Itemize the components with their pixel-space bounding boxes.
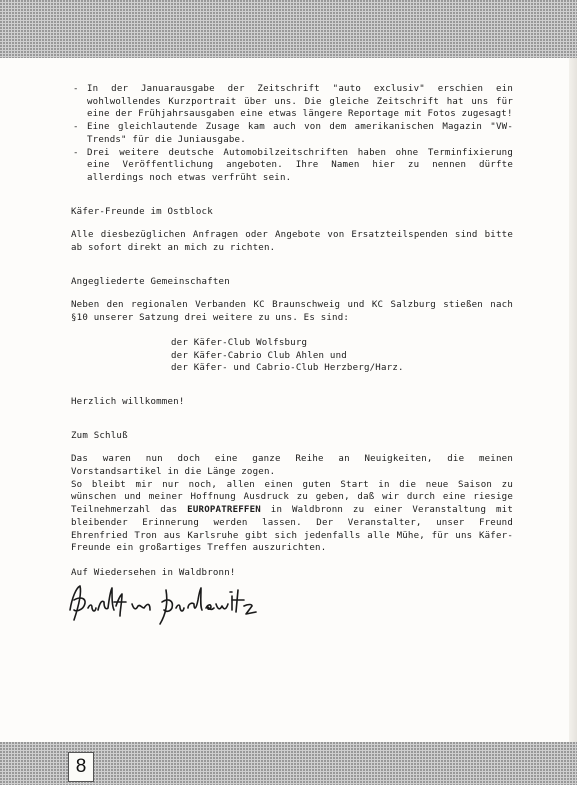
dash-marker: - (73, 84, 79, 94)
section-heading-gemeinschaften: Angegliederte Gemeinschaften (71, 276, 230, 287)
dash-marker: - (73, 122, 79, 133)
dash-marker: - (73, 147, 79, 158)
page-number: 8 (68, 752, 94, 782)
club-item: der Käfer- und Cabrio-Club Herzberg/Harz. (171, 363, 404, 374)
section-heading-ostblock: Käfer-Freunde im Ostblock (71, 206, 213, 217)
closing-paragraph-1: Das waren nun doch eine ganze Reihe an Neuigkeiten, die meinen Vorstandsartikel in die Länge zogen. (71, 454, 513, 478)
welcome-line: Herzlich willkommen! (71, 396, 185, 407)
bullet-text: Drei weitere deutsche Automobilzeitschriften haben ohne Terminfixierung eine Veröffentlichung angeboten. Ihre Namen hier zu nennen dürfte allerdings noch etwas verfrüht sein. (87, 147, 513, 183)
closing-text-after: in Waldbronn zu einer Veranstaltung mit bleibender Erinnerung werden lassen. Der Veranstalter, unser Freund Ehrenfried Tron aus Karlsruhe gibt sich jedenfalls alle Mühe, für uns Käfer-Freunde ein großartiges Treffen auszurichten. (71, 505, 513, 554)
section-text-ostblock: Alle diesbezüglichen Anfragen oder Angebote von Ersatzteilspenden sind bitte ab sofort direkt an mich zu richten. (71, 230, 513, 254)
section-heading-schluss: Zum Schluß (71, 430, 128, 441)
closing-paragraph-2 (71, 479, 513, 555)
bullet-item (71, 121, 513, 146)
news-bullet-list (71, 83, 513, 185)
club-list (171, 337, 513, 375)
closing-text-before: So bleibt mir nur noch, allen einen guten Start in die neue Saison zu wünschen und meiner Hoffnung Ausdruck zu geben, daß wir durch eine riesige Teilnehmerzahl das (71, 479, 513, 516)
page-edge-shadow (569, 58, 577, 742)
handwritten-signature (62, 580, 262, 628)
article-body (71, 83, 513, 580)
farewell-line: Auf Wiedersehen in Waldbronn! (71, 567, 236, 578)
bullet-text: In der Januarausgabe der Zeitschrift "auto exclusiv" erschien ein wohlwollendes Kurzportrait über uns. Die gleiche Zeitschrift hat uns für eine der Frühjahrsausgaben eine etwas längere Reportage mit Fotos zugesagt! (87, 84, 513, 120)
club-item: der Käfer-Cabrio Club Ahlen und (171, 350, 347, 361)
bullet-item (71, 147, 513, 185)
club-item: der Käfer-Club Wolfsburg (171, 337, 308, 348)
section-text-gemeinschaften: Neben den regionalen Verbanden KC Braunschweig und KC Salzburg stießen nach §10 unserer Satzung drei weitere zu uns. Es sind: (71, 300, 513, 324)
bullet-item (71, 83, 513, 121)
event-name: EUROPATREFFEN (187, 505, 261, 516)
bullet-text: Eine gleichlautende Zusage kam auch von dem amerikanischen Magazin "VW-Trends" für die Juniausgabe. (87, 122, 513, 145)
top-halftone-band (0, 0, 577, 58)
